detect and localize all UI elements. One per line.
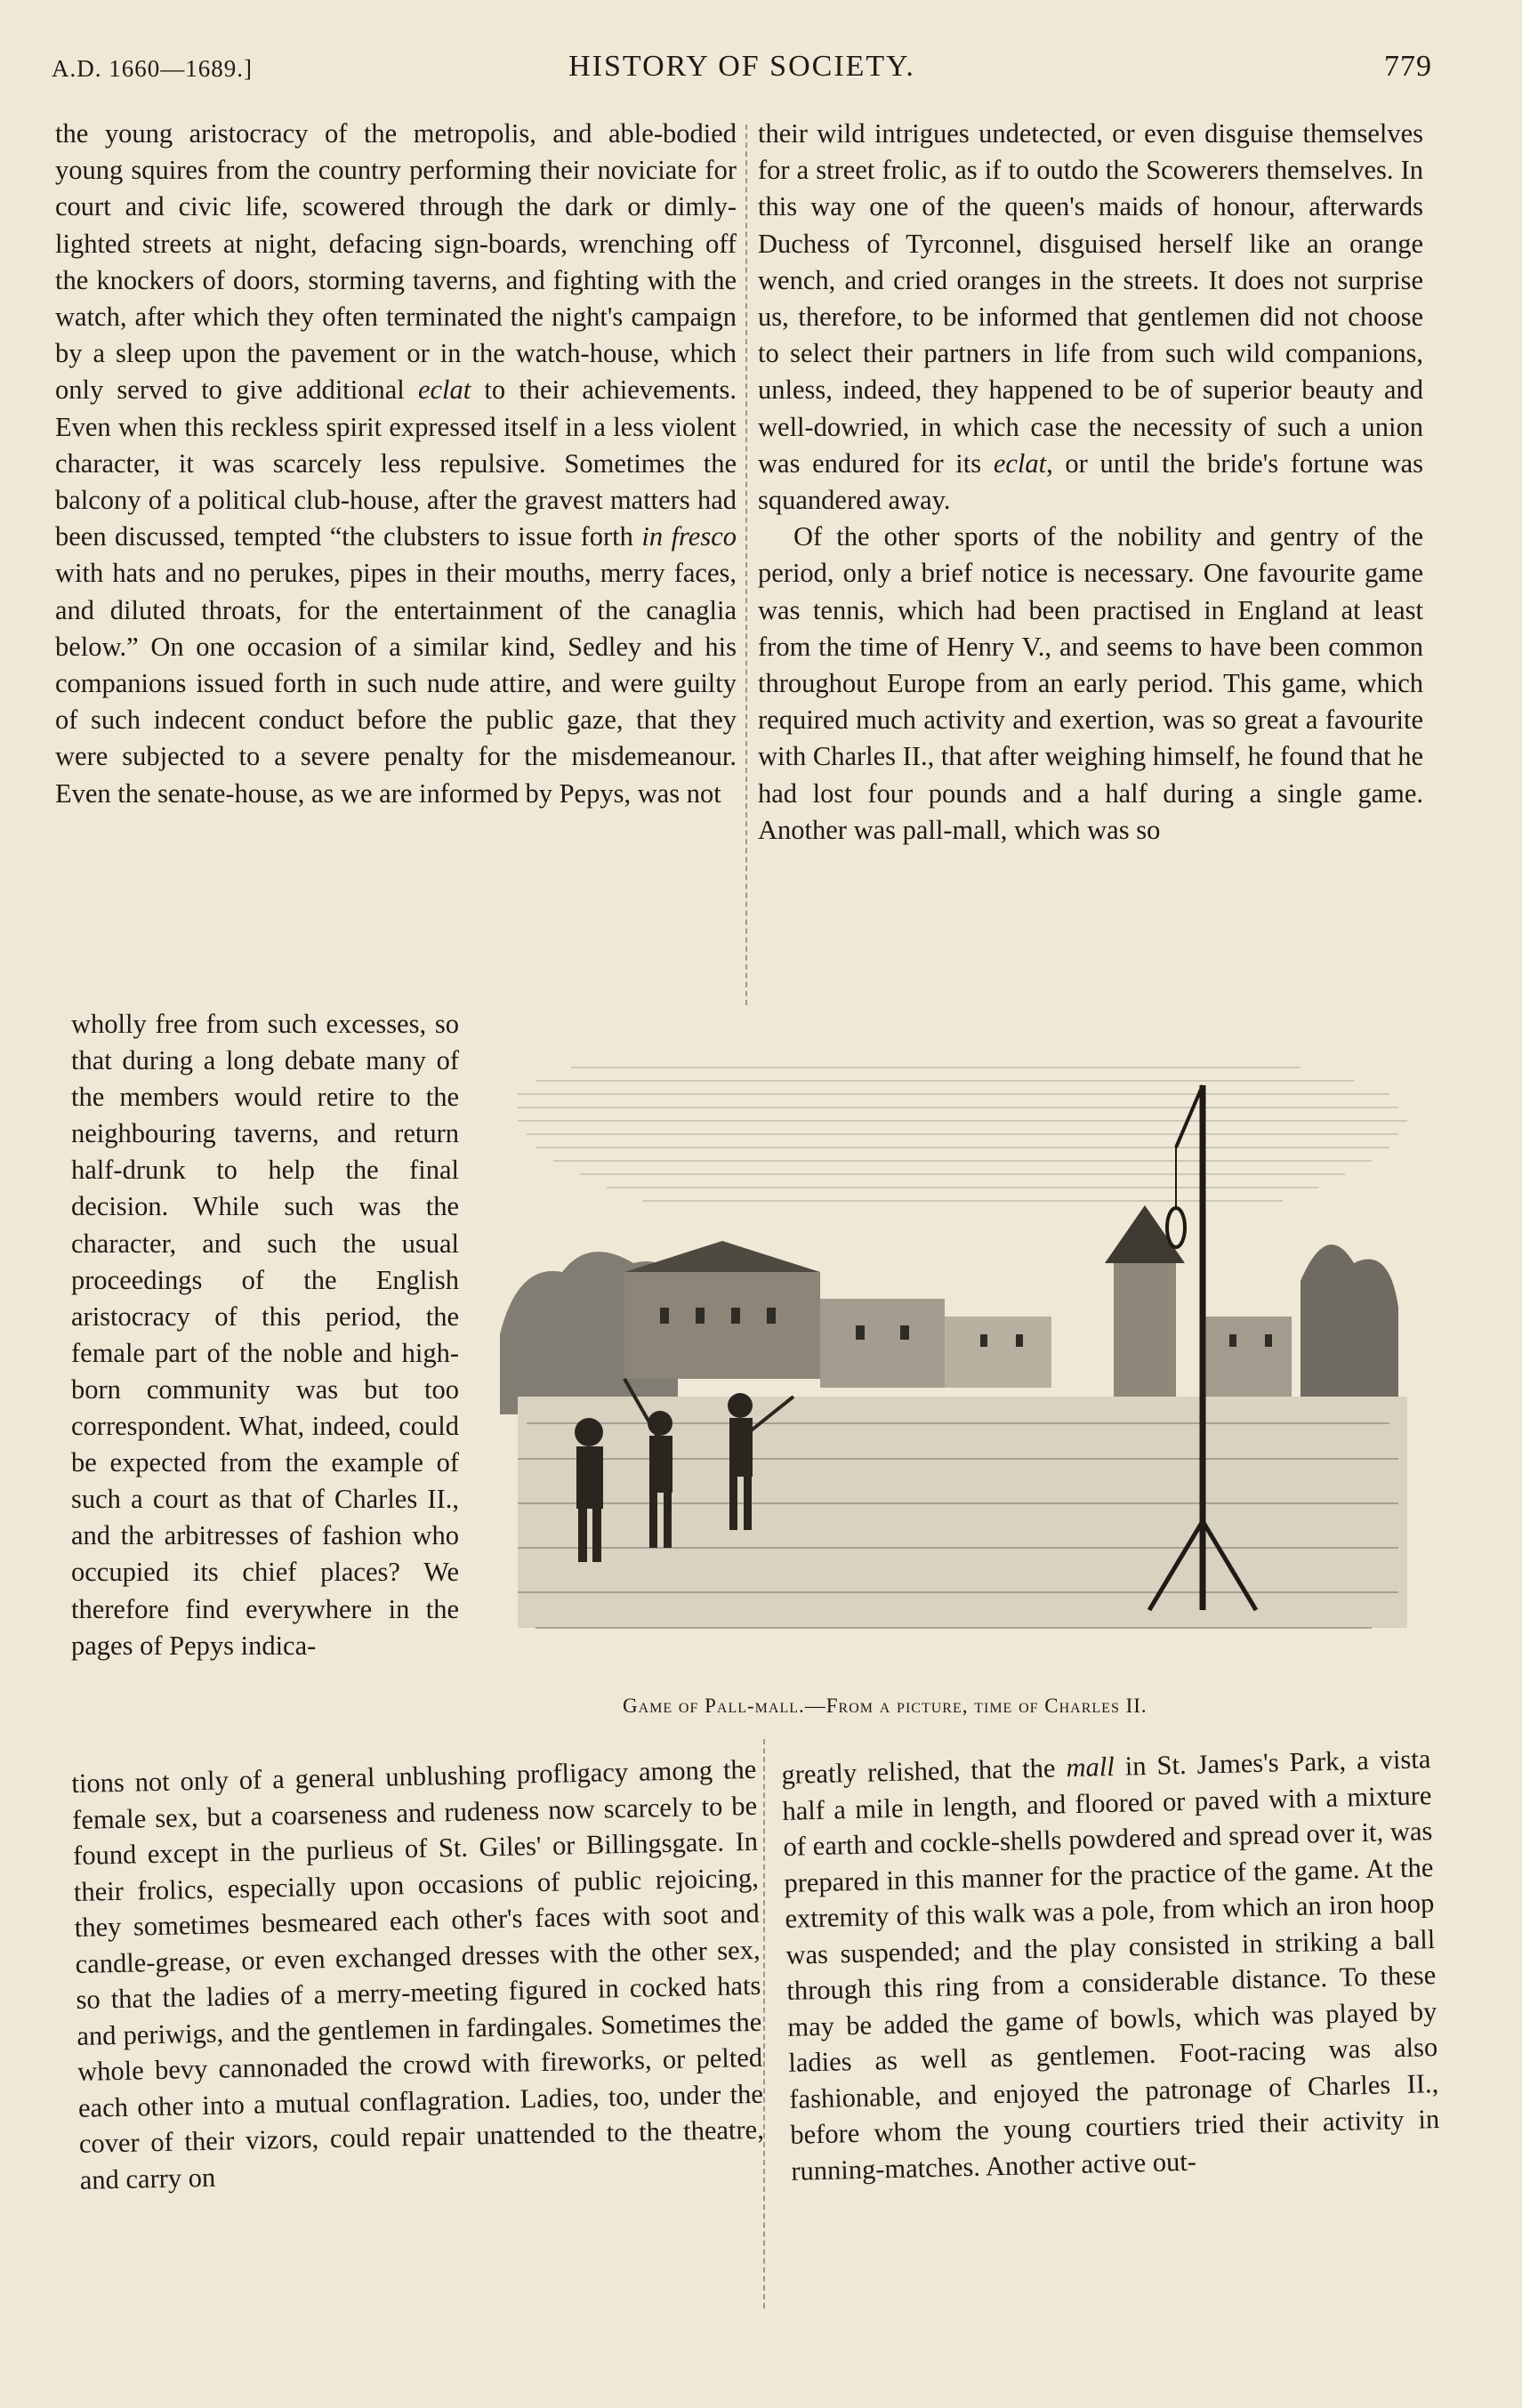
italic-mall: mall — [1066, 1751, 1115, 1784]
page-number: 779 — [1384, 50, 1432, 83]
italic-eclat: eclat — [417, 374, 471, 406]
bottom-right-paragraph — [781, 1741, 1441, 2189]
italic-eclat-2: eclat — [993, 447, 1047, 479]
right-paragraph-1 — [758, 116, 1423, 519]
header-date-range: A.D. 1660—1689.] — [52, 55, 253, 82]
italic-in-fresco: in fresco — [641, 521, 737, 552]
right-paragraph-2: Of the other sports of the nobility and gentry of the period, only a brief notice is necessary. One favourite game was tennis, which had been practised in England at least from the time of Henry V., and seems to have been common throughout Europe from an early period. This game, which required much activity and exertion, was so great a favourite with Charles II., that after weighing himself, he found that he had lost four pounds and a half during a single game. Another was pall-mall, which was so — [758, 521, 1423, 845]
left-text-1: the young aristocracy of the metropolis, and able-bodied young squires from the country performing their noviciate for court and civic life, scowered through the dark or dimly-lighted streets at night, defacing sign-boards, wrenching off the knockers of doors, storming taverns, and fighting with the watch, after which they often terminated the night's campaign by a sleep upon the pavement or in the watch-house, which only served to give additional — [55, 118, 737, 406]
running-header — [52, 50, 1432, 93]
pall-mall-illustration — [500, 1041, 1443, 1681]
bottom-left-text: tions not only of a general unblushing profligacy among the female sex, but a coarseness and rudeness now scarcely to be found except in the purlieus of St. Giles' or Billingsgate. In their frolics, especially upon occasions of public rejoicing, they sometimes besmeared each other's faces with soot and candle-grease, or even exchanged dresses with the other sex, so that the ladies of a merry-meeting figured in cocked hats and periwigs, and the gentlemen in fardingales. Sometimes the whole bevy cannonaded the crowd with fireworks, or pelted each other into a mutual conflagration. Ladies, too, under the cover of their vizors, could repair unattended to the theatre, and carry on — [71, 1753, 765, 2195]
bottom-right-column — [781, 1741, 1441, 2189]
column-divider-lower — [763, 1739, 765, 2308]
narrow-column — [71, 1006, 459, 1664]
right-text-1: their wild intrigues undetected, or even disguise themselves for a street frolic, as if to outdo the Scowerers themselves. In this way one of the queen's maids of honour, afterwards Duchess of Tyrconnel, disguised herself like an orange wench, and cried oranges in the streets. It does not surprise us, therefore, to be informed that gentlemen did not choose to select their partners in life from such wild companions, unless, indeed, they happened to be of superior beauty and well-dowried, in which case the necessity of such a union was endured for its — [758, 118, 1423, 479]
left-paragraph — [55, 116, 737, 812]
bottom-right-head: greatly relished, that the — [781, 1752, 1056, 1790]
narrow-text: wholly free from such excesses, so that during a long debate many of the members would retire to the neighbouring taverns, and return half-drunk to help the final decision. While such was the character, and such the usual proceedings of the English aristocracy of this period, the female part of the noble and high-born community was but too correspondent. What, indeed, could be expected from the example of such a court as that of Charles II., and the arbitresses of fashion who occupied its chief places? We therefore find everywhere in the pages of Pepys indica- — [71, 1009, 459, 1661]
pall-mall-engraving — [500, 1041, 1443, 1681]
bottom-right-text: in St. James's Park, a vista half a mile in length, and floored or paved with a mixture of earth and cockle-shells powdered and spread over it, was prepared in this manner for the practice of the game. At the extremity of this walk was a pole, from which an iron hoop was suspended; and the play consisted in striking a ball through this ring from a considerable distance. To these may be added the game of bowls, which was played by ladies as well as gentlemen. Foot-racing was also fashionable, and enjoyed the patronage of Charles II., before whom the young courtiers tried their activity in running-matches. Another active out- — [782, 1744, 1440, 2187]
right-column — [758, 116, 1423, 849]
figure-caption: Game of Pall-mall.—From a picture, time of Charles II. — [623, 1695, 1148, 1717]
bottom-left-column — [71, 1752, 765, 2198]
left-text-2: to their achievements. Even when this reckless spirit expressed itself in a less violent character, it was scarcely less repulsive. Sometimes the balcony of a political club-house, after the gravest matters had been discussed, tempted “the clubsters to issue forth — [55, 374, 737, 552]
column-divider — [745, 125, 747, 1005]
left-text-3: with hats and no perukes, pipes in their mouths, merry faces, and diluted throats, for the entertainment of the canaglia below.” On one occasion of a similar kind, Sedley and his companions issued forth in such nude attire, and were guilty of such indecent conduct before the public gaze, that they were subjected to a severe penalty for the misdemeanour. Even the senate-house, as we are informed by Pepys, was not — [55, 558, 737, 809]
right-text-2: , or until the bride's fortune was squandered away. — [758, 447, 1424, 516]
left-column — [55, 116, 737, 812]
header-title: HISTORY OF SOCIETY. — [568, 50, 915, 83]
